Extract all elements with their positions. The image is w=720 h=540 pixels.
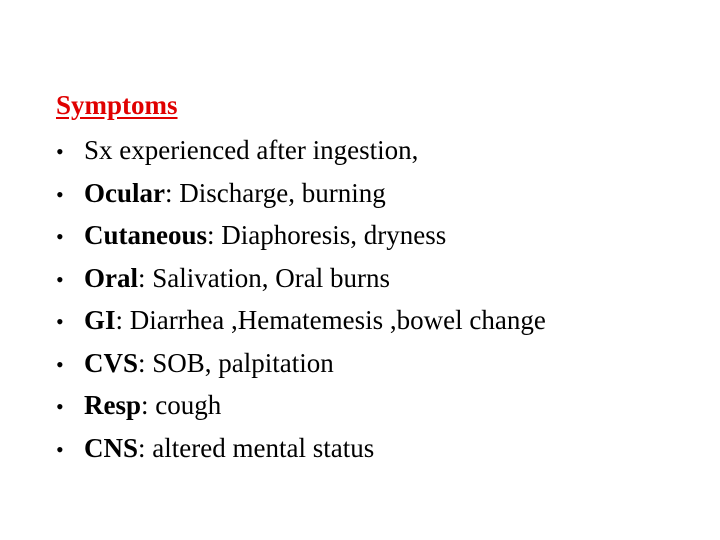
slide-heading: Symptoms <box>56 90 178 120</box>
item-text: Discharge, burning <box>172 177 386 208</box>
bullet-icon: • <box>56 139 64 164</box>
item-text: Sx experienced after ingestion, <box>84 135 419 165</box>
bullet-icon: • <box>56 351 64 377</box>
item-text: Diaphoresis, dryness <box>214 220 447 250</box>
item-term: Oral <box>84 262 138 293</box>
item-term: Ocular <box>84 177 165 208</box>
list-item <box>56 259 546 302</box>
item-separator: : <box>138 347 146 378</box>
item-term: CVS <box>84 347 139 378</box>
bullet-icon: • <box>56 309 64 334</box>
item-text: Diarrhea ,Hematemesis ,bowel change <box>123 305 546 335</box>
list-item <box>56 344 546 387</box>
item-text: SOB, palpitation <box>145 347 334 378</box>
bullet-icon: • <box>56 394 64 419</box>
symptom-list <box>56 131 546 471</box>
item-separator: : <box>165 177 173 208</box>
list-item <box>56 174 546 217</box>
bullet-icon: • <box>56 181 64 207</box>
bullet-icon: • <box>56 266 64 292</box>
item-term: GI <box>84 305 116 335</box>
item-term: CNS <box>84 432 139 463</box>
list-item <box>56 301 546 344</box>
list-item <box>56 429 546 472</box>
item-separator: : <box>138 262 146 293</box>
bullet-icon: • <box>56 224 64 249</box>
bullet-icon: • <box>56 436 64 462</box>
item-text: cough <box>148 390 222 420</box>
list-item <box>56 216 546 259</box>
item-term: Cutaneous <box>84 220 208 250</box>
list-item <box>56 386 546 429</box>
item-separator: : <box>115 305 124 335</box>
item-separator: : <box>207 220 215 250</box>
item-separator: : <box>141 390 149 420</box>
item-separator: : <box>138 432 146 463</box>
item-text: altered mental status <box>145 432 375 463</box>
list-item <box>56 131 546 174</box>
item-text: Salivation, Oral burns <box>145 262 390 293</box>
item-term: Resp <box>84 390 142 420</box>
